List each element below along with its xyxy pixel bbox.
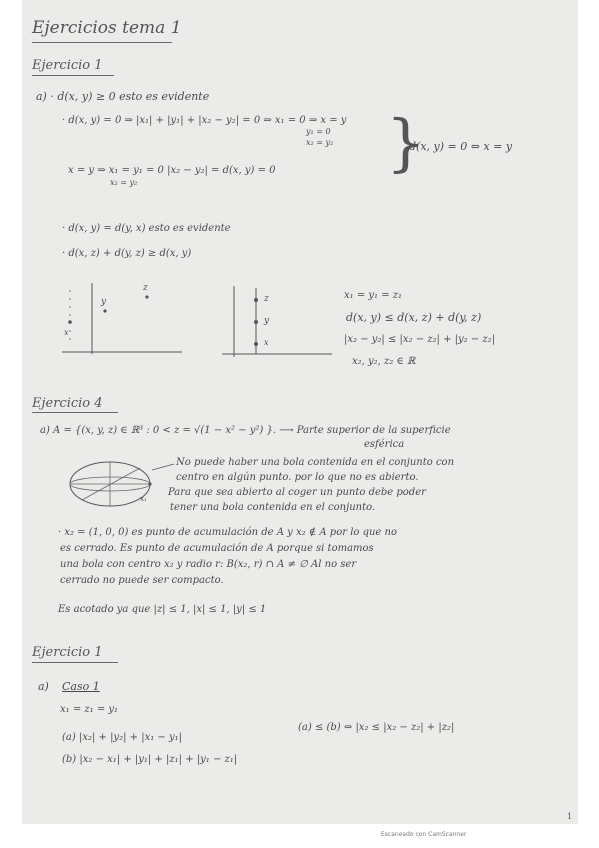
text-line: tener una bola contenida en el conjunto. bbox=[170, 502, 376, 513]
text-line: (b) |x₂ − x₁| + |y₁| + |z₁| + |y₁ − z₁| bbox=[62, 754, 238, 765]
scanner-watermark: Escaneado con CamScanner bbox=[381, 831, 467, 838]
subheading: Caso 1 bbox=[62, 680, 100, 693]
section-heading: Ejercicio 1 bbox=[32, 58, 103, 73]
page-title: Ejercicios tema 1 bbox=[32, 18, 182, 38]
text-line: · d(x, y) = d(y, x) esto es evidente bbox=[62, 223, 231, 234]
text-line: x₂ = y₂ bbox=[110, 178, 138, 187]
scanned-page bbox=[22, 0, 578, 824]
right-brace: } bbox=[386, 106, 426, 179]
text-line: a) A = {(x, y, z) ∈ ℝ³ : 0 < z = √(1 − x² − y²) }. ⟶ Parte superior de la superficie bbox=[40, 425, 451, 436]
text-line: esférica bbox=[364, 439, 405, 450]
text-line: d(x, y) = 0 ⇔ x = y bbox=[409, 140, 513, 153]
text-line: a) · d(x, y) ≥ 0 esto es evidente bbox=[36, 90, 210, 103]
point-label: y bbox=[264, 316, 270, 326]
point-label: z bbox=[143, 283, 148, 293]
section-heading: Ejercicio 1 bbox=[32, 645, 103, 660]
text-line: · x₂ = (1, 0, 0) es punto de acumulación de A y x₂ ∉ A por lo que no bbox=[58, 527, 397, 538]
point-label: x bbox=[64, 328, 69, 337]
section-heading: Ejercicio 4 bbox=[32, 396, 103, 411]
text-line: · d(x, y) = 0 ⇒ |x₁| + |y₁| + |x₂ − y₂| = 0 ⇒ x₁ = 0 ⇒ x = y bbox=[62, 115, 347, 126]
text-line: a) bbox=[38, 680, 49, 693]
point-label: y bbox=[101, 297, 107, 307]
text-line: · d(x, z) + d(y, z) ≥ d(x, y) bbox=[62, 248, 192, 259]
text-line: x₂ = y₂ bbox=[306, 138, 334, 147]
text-line: x = y ⇒ x₁ = y₁ = 0 |x₂ − y₂| = d(x, y) = 0 bbox=[68, 165, 276, 176]
text-line: |x₂ − y₂| ≤ |x₂ − z₂| + |y₂ − z₂| bbox=[344, 334, 496, 345]
text-line: cerrado no puede ser compacto. bbox=[60, 575, 224, 586]
text-line: una bola con centro x₂ y radio r: B(x₂, r) ∩ A ≠ ∅ Al no ser bbox=[60, 559, 357, 570]
text-line: x₁ = z₁ = y₁ bbox=[60, 704, 119, 715]
text-line: (a) |x₂| + |y₂| + |x₁ − y₁| bbox=[62, 732, 182, 743]
point-label: z bbox=[264, 294, 269, 304]
heading-underline bbox=[32, 662, 118, 663]
text-line: x₁ = y₁ = z₁ bbox=[344, 290, 403, 301]
point-label: x₁ bbox=[140, 495, 147, 503]
text-line: y₁ = 0 bbox=[306, 127, 331, 136]
text-line: centro en algún punto. por lo que no es abierto. bbox=[176, 472, 419, 483]
text-line: es cerrado. Es punto de acumulación de A porque si tomamos bbox=[60, 543, 374, 554]
sphere-sketch bbox=[22, 0, 578, 824]
text-line: No puede haber una bola contenida en el conjunto con bbox=[176, 457, 455, 468]
point-label: x bbox=[264, 338, 269, 347]
text-line: Para que sea abierto al coger un punto debe poder bbox=[168, 487, 426, 498]
text-line: d(x, y) ≤ d(x, z) + d(y, z) bbox=[346, 311, 482, 324]
page-number: 1 bbox=[567, 812, 573, 821]
text-line: x₂, y₂, z₂ ∈ ℝ bbox=[352, 356, 416, 367]
text-line: (a) ≤ (b) ⇔ |x₂ ≤ |x₂ − z₂| + |z₂| bbox=[298, 722, 455, 733]
text-line: Es acotado ya que |z| ≤ 1, |x| ≤ 1, |y| ≤ 1 bbox=[58, 604, 267, 615]
